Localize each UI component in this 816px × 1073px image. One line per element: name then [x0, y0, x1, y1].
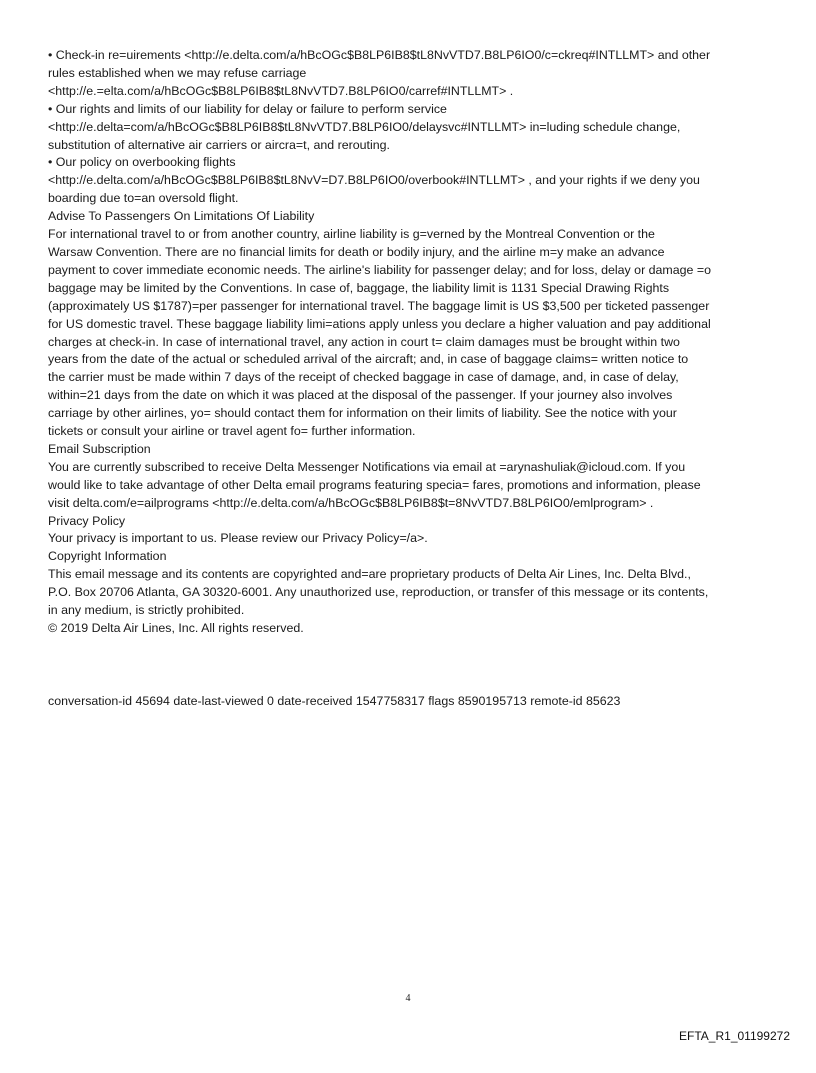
body-line: for US domestic travel. These baggage liability limi=ations apply unless you declare a higher valuation and pay additional [48, 316, 711, 331]
body-line: • Our policy on overbooking flights [48, 155, 236, 170]
conversation-metadata: conversation-id 45694 date-last-viewed 0 date-received 1547758317 flags 8590195713 remote-id 85623 [48, 694, 621, 708]
body-line: For international travel to or from another country, airline liability is g=verned by the Montreal Convention or the [48, 227, 655, 242]
body-line: Your privacy is important to us. Please review our Privacy Policy=/a>. [48, 531, 428, 546]
body-line: visit delta.com/e=ailprograms <http://e.delta.com/a/hBcOGc$B8LP6IB8$t=8NvVTD7.B8LP6IO0/emlprogram> . [48, 495, 654, 510]
body-line: • Check-in re=uirements <http://e.delta.com/a/hBcOGc$B8LP6IB8$tL8NvVTD7.B8LP6IO0/c=ckreq#INTLLMT> and other [48, 48, 711, 62]
body-line: the carrier must be made within 7 days of the receipt of checked baggage in case of damage, and, in case of delay, [48, 370, 679, 385]
body-line: substitution of alternative air carriers or aircra=t, and rerouting. [48, 137, 390, 152]
body-line: This email message and its contents are copyrighted and=are proprietary products of Delta Air Lines, Inc. Delta Blvd., [48, 567, 691, 582]
section-heading-copyright: Copyright Information [48, 549, 167, 564]
body-line: in any medium, is strictly prohibited. [48, 603, 245, 618]
body-line: P.O. Box 20706 Atlanta, GA 30320-6001. Any unauthorized use, reproduction, or transfer of this message or its contents, [48, 585, 709, 600]
body-line: Warsaw Convention. There are no financial limits for death or bodily injury, and the airline m=y make an advance [48, 244, 665, 259]
copyright-line: © 2019 Delta Air Lines, Inc. All rights reserved. [48, 621, 304, 635]
body-line: <http://e.delta.com/a/hBcOGc$B8LP6IB8$tL8NvV=D7.B8LP6IO0/overbook#INTLLMT> , and your rights if we deny you [48, 173, 700, 188]
body-line: rules established when we may refuse carriage [48, 65, 307, 80]
body-line: • Our rights and limits of our liability for delay or failure to perform service [48, 101, 447, 116]
page-number: 4 [405, 993, 411, 1004]
body-line: payment to cover immediate economic needs. The airline's liability for passenger delay; and for loss, delay or damage =o [48, 262, 711, 277]
body-line: carriage by other airlines, yo= should contact them for information on their limits of liability. See the notice with your [48, 406, 677, 421]
email-body [48, 47, 788, 638]
section-heading-email-subscription: Email Subscription [48, 441, 151, 456]
body-line: (approximately US $1787)=per passenger for international travel. The baggage limit is US $3,500 per ticketed passenger [48, 298, 710, 313]
bates-number: EFTA_R1_01199272 [679, 1029, 790, 1043]
body-line: <http://e.=elta.com/a/hBcOGc$B8LP6IB8$tL8NvVTD7.B8LP6IO0/carref#INTLLMT> . [48, 83, 514, 98]
body-line: years from the date of the actual or scheduled arrival of the aircraft; and, in case of baggage claims= written notice to [48, 352, 689, 367]
section-heading-liability: Advise To Passengers On Limitations Of Liability [48, 209, 315, 224]
body-line: tickets or consult your airline or travel agent fo= further information. [48, 424, 416, 439]
body-line: <http://e.delta=com/a/hBcOGc$B8LP6IB8$tL8NvVTD7.B8LP6IO0/delaysvc#INTLLMT> in=luding schedule change, [48, 119, 681, 134]
body-line: baggage may be limited by the Conventions. In case of, baggage, the liability limit is 1131 Special Drawing Rights [48, 280, 670, 295]
body-line: would like to take advantage of other Delta email programs featuring specia= fares, promotions and information, please [48, 477, 701, 492]
body-line: You are currently subscribed to receive Delta Messenger Notifications via email at =arynashuliak@icloud.com. If you [48, 459, 686, 474]
body-line: boarding due to=an oversold flight. [48, 191, 239, 206]
body-line: charges at check-in. In case of international travel, any action in court t= claim damages must be brought within two [48, 334, 680, 349]
body-line: within=21 days from the date on which it was placed at the disposal of the passenger. If your journey also involves [48, 388, 673, 403]
section-heading-privacy-policy: Privacy Policy [48, 513, 126, 528]
